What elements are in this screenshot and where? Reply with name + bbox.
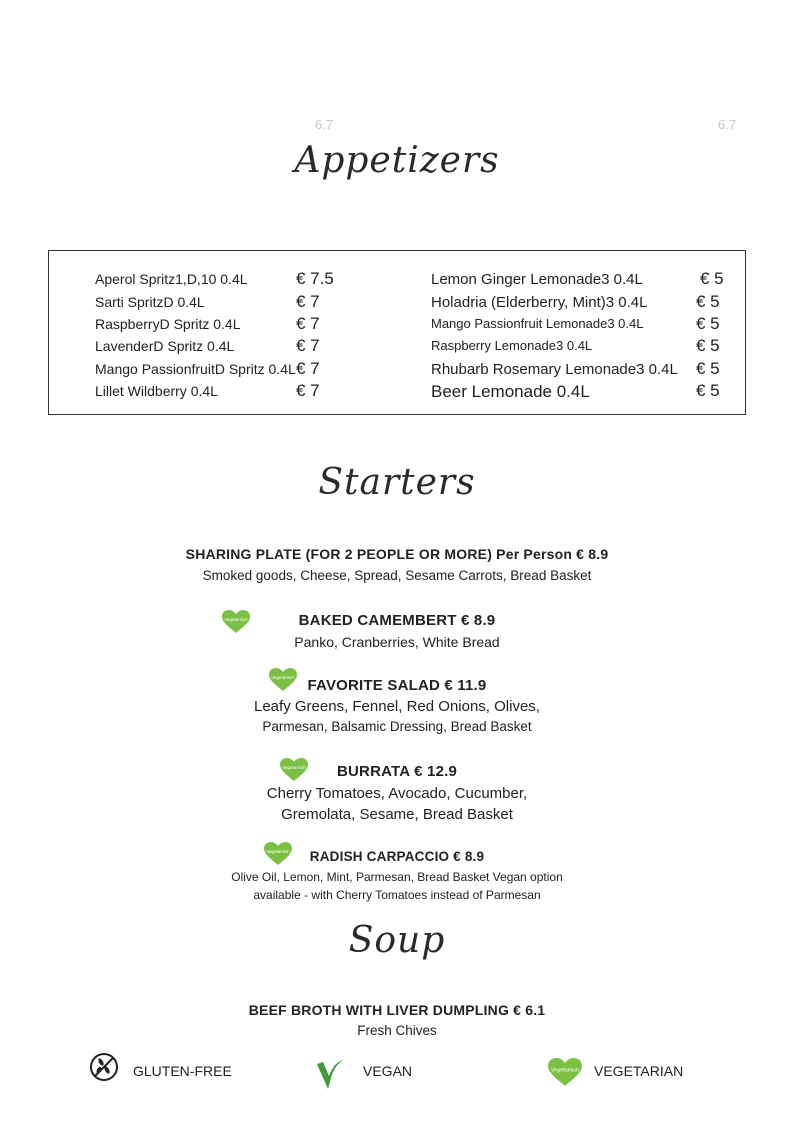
heart-badge-text: Vegetarisch (271, 675, 295, 680)
drink-price: € 5 (696, 314, 720, 333)
heart-badge-text: Vegetarisch (224, 617, 248, 622)
drink-name: Mango PassionfruitD Spritz 0.4L (95, 361, 296, 377)
starter-title: SHARING PLATE (FOR 2 PEOPLE OR MORE) Per Person € 8.9 (185, 546, 609, 562)
drink-price: € 5 (700, 269, 724, 288)
faint-number-right: 6.7 (718, 117, 737, 132)
appetizers-heading: Appetizers (294, 140, 500, 181)
drink-price: € 7 (296, 314, 320, 333)
drink-name: Aperol Spritz1,D,10 0.4L (95, 271, 248, 287)
soup-description: Fresh Chives (357, 1023, 437, 1038)
drink-price: € 7.5 (296, 269, 334, 288)
drink-price: € 7 (296, 292, 320, 311)
legend-gluten-free-label: GLUTEN-FREE (133, 1063, 232, 1079)
starter-title: BAKED CAMEMBERT € 8.9 (298, 612, 496, 629)
starter-description: Olive Oil, Lemon, Mint, Parmesan, Bread Basket Vegan option (231, 870, 563, 884)
drink-price: € 7 (296, 359, 320, 378)
vegan-leaf-icon (314, 1056, 346, 1092)
starter-title: RADISH CARPACCIO € 8.9 (309, 849, 485, 864)
starter-title: BURRATA € 12.9 (336, 763, 458, 780)
heart-badge-text: Vegetarisch (282, 765, 306, 770)
drink-price: € 7 (296, 336, 320, 355)
starter-description: available - with Cherry Tomatoes instead of Parmesan (253, 888, 541, 902)
gluten-free-icon (88, 1050, 120, 1084)
drink-name: RaspberryD Spritz 0.4L (95, 316, 241, 332)
drink-name: Beer Lemonade 0.4L (431, 382, 590, 401)
drink-price: € 5 (696, 292, 720, 311)
faint-number-left: 6.7 (315, 117, 334, 132)
starter-description: Smoked goods, Cheese, Spread, Sesame Carrots, Bread Basket (202, 568, 592, 583)
drink-name: LavenderD Spritz 0.4L (95, 338, 235, 354)
soup-heading: Soup (348, 920, 446, 961)
drink-name: Sarti SpritzD 0.4L (95, 294, 205, 310)
starter-title: FAVORITE SALAD € 11.9 (307, 677, 487, 694)
starter-description: Leafy Greens, Fennel, Red Onions, Olives, (254, 698, 540, 715)
drink-name: Lillet Wildberry 0.4L (95, 383, 218, 399)
legend-vegan-label: VEGAN (363, 1063, 413, 1079)
vegetarian-heart-icon (548, 1058, 582, 1087)
drink-name: Lemon Ginger Lemonade3 0.4L (431, 271, 643, 288)
heart-badge-text: Vegetarisch (266, 849, 290, 854)
starter-description: Panko, Cranberries, White Bread (294, 634, 500, 650)
starters-heading: Starters (318, 462, 476, 503)
drink-price: € 7 (296, 381, 320, 400)
drink-price: € 5 (696, 381, 720, 400)
drink-name: Raspberry Lemonade3 0.4L (431, 338, 593, 353)
drink-price: € 5 (696, 336, 720, 355)
drink-name: Holadria (Elderberry, Mint)3 0.4L (431, 294, 648, 311)
starter-description: Gremolata, Sesame, Bread Basket (281, 806, 513, 823)
drink-name: Mango Passionfruit Lemonade3 0.4L (431, 316, 644, 331)
heart-badge-text: Vegetarisch (550, 1067, 580, 1074)
drink-name: Rhubarb Rosemary Lemonade3 0.4L (431, 361, 678, 378)
starter-description: Cherry Tomatoes, Avocado, Cucumber, (266, 785, 528, 802)
starter-description: Parmesan, Balsamic Dressing, Bread Basket (262, 719, 532, 734)
legend-vegetarian-label: VEGETARIAN (594, 1063, 684, 1079)
drink-price: € 5 (696, 359, 720, 378)
soup-title: BEEF BROTH WITH LIVER DUMPLING € 6.1 (248, 1002, 546, 1018)
